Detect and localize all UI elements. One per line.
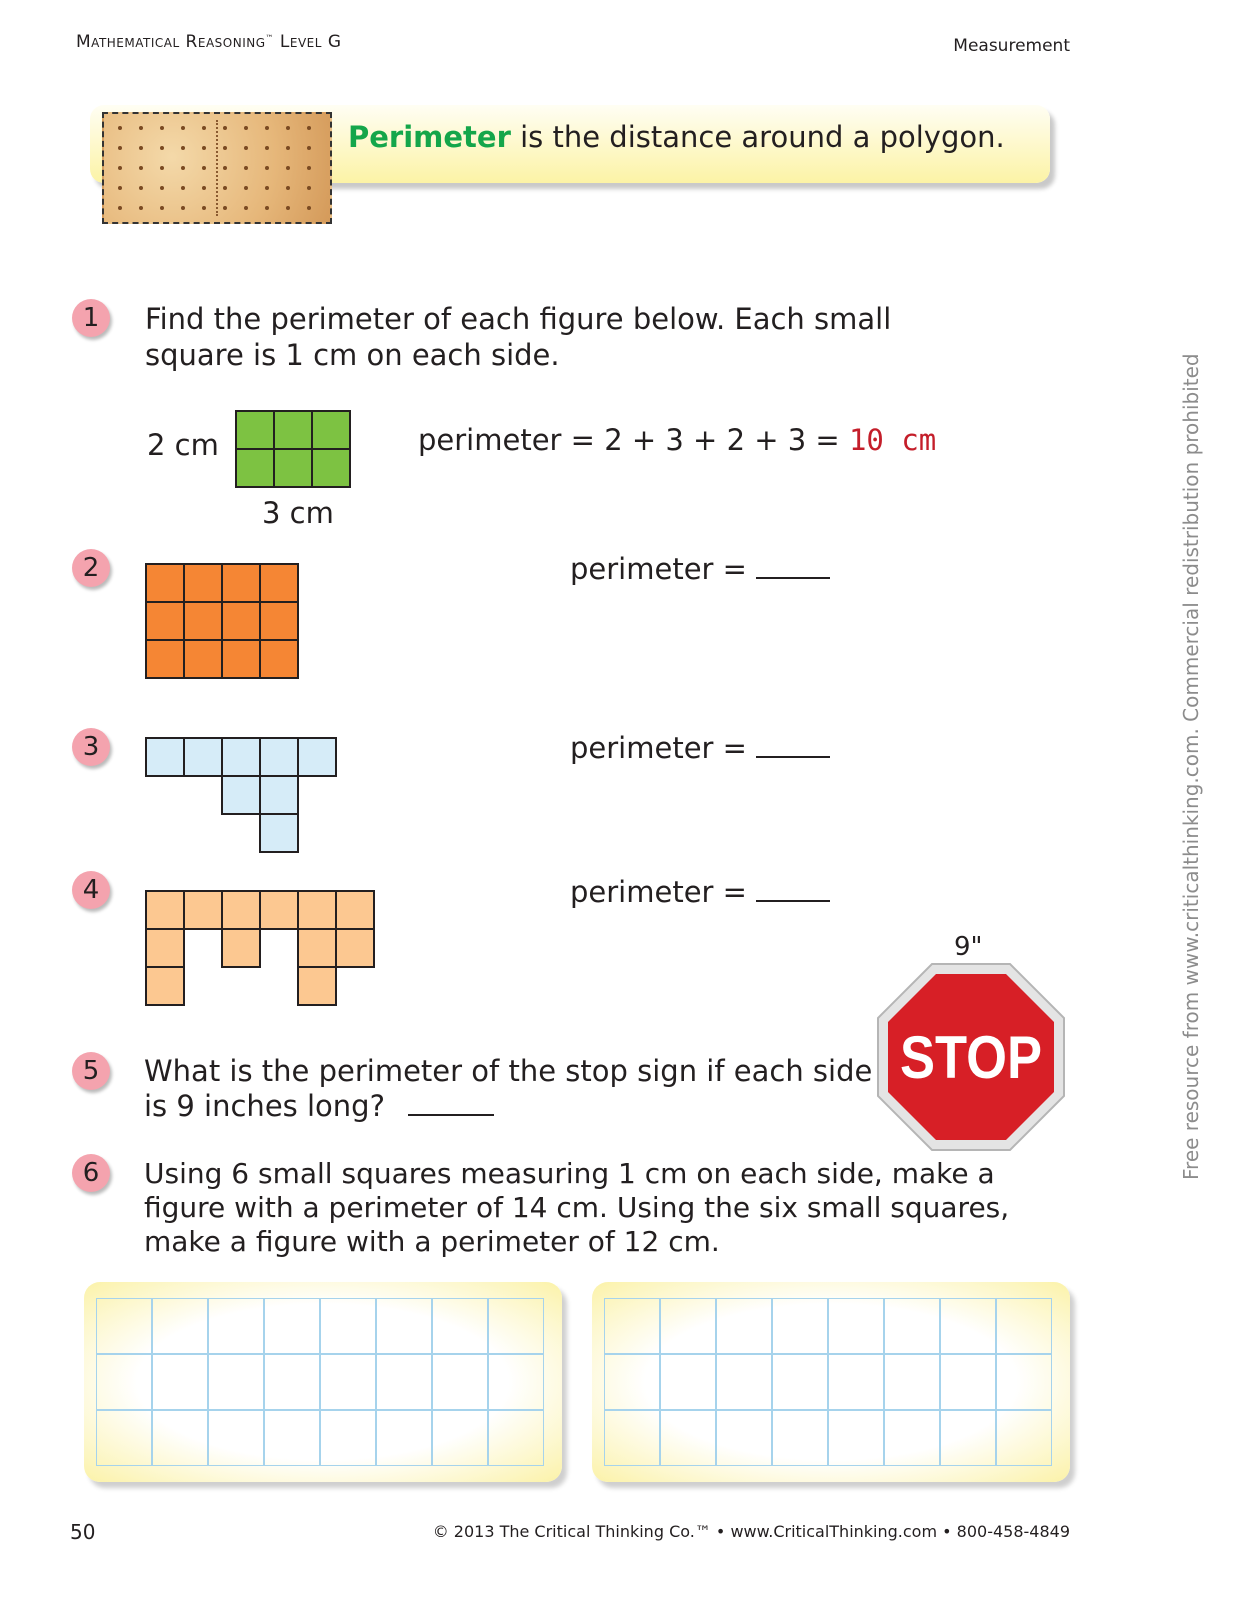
cracker-hole <box>139 146 143 150</box>
cracker-hole <box>265 166 269 170</box>
cracker-hole <box>202 126 206 130</box>
cracker-perforation <box>216 120 218 216</box>
grid-square <box>335 928 375 968</box>
grid-square <box>221 563 261 603</box>
grid-square <box>183 601 223 641</box>
work-grid-cell <box>940 1298 996 1354</box>
grid-square <box>145 639 185 679</box>
work-grid-cell <box>432 1410 488 1466</box>
question-number-4: 4 <box>72 871 110 909</box>
work-grid-cell <box>264 1410 320 1466</box>
work-grid-cell <box>96 1410 152 1466</box>
work-area-left[interactable] <box>84 1282 562 1482</box>
definition-rest: is the distance around a polygon. <box>510 120 1005 154</box>
cracker-hole <box>118 126 122 130</box>
question-5-text: What is the perimeter of the stop sign if each side is 9 inches long? <box>144 1054 873 1123</box>
grid-square <box>183 639 223 679</box>
work-grid-cell <box>660 1410 716 1466</box>
cracker-hole <box>244 186 248 190</box>
grid-square <box>221 775 261 815</box>
cracker-hole <box>223 146 227 150</box>
grid-square <box>145 601 185 641</box>
grid-square <box>145 737 185 777</box>
grid-square <box>221 639 261 679</box>
definition-term: Perimeter <box>348 120 511 154</box>
work-grid-cell <box>660 1354 716 1410</box>
cracker-hole <box>118 186 122 190</box>
question-4-answer: perimeter = <box>570 874 830 909</box>
work-grid-cell <box>828 1354 884 1410</box>
grid-square <box>183 890 223 930</box>
grid-square <box>311 410 351 450</box>
work-grid-cell <box>604 1298 660 1354</box>
cracker-hole <box>223 206 227 210</box>
cracker-hole <box>307 126 311 130</box>
work-grid-cell <box>996 1298 1052 1354</box>
cracker-hole <box>286 186 290 190</box>
work-grid-cell <box>432 1298 488 1354</box>
answer-blank[interactable] <box>408 1088 494 1116</box>
work-grid-cell <box>152 1298 208 1354</box>
example-equation: perimeter = 2 + 3 + 2 + 3 = 10 cm <box>418 423 937 457</box>
cracker-hole <box>307 186 311 190</box>
cracker-hole <box>139 206 143 210</box>
cracker-hole <box>181 126 185 130</box>
cracker-hole <box>265 126 269 130</box>
grid-square <box>221 928 261 968</box>
cracker-hole <box>160 186 164 190</box>
grid-square <box>183 737 223 777</box>
grid-square <box>297 890 337 930</box>
cracker-hole <box>223 126 227 130</box>
cracker-hole <box>265 146 269 150</box>
work-grid-cell <box>264 1298 320 1354</box>
side-note: Free resource from www.criticalthinking.com. Commercial redistribution prohibited <box>1179 353 1203 1180</box>
work-grid-cell <box>884 1298 940 1354</box>
cracker-image <box>102 112 332 224</box>
work-grid-cell <box>208 1354 264 1410</box>
cracker-hole <box>223 186 227 190</box>
stop-sign <box>876 962 1066 1152</box>
grid-square <box>145 890 185 930</box>
work-grid-cell <box>772 1298 828 1354</box>
question-3-answer: perimeter = <box>570 730 830 765</box>
work-grid-cell <box>772 1354 828 1410</box>
work-area-right[interactable] <box>592 1282 1070 1482</box>
question-1-text: Find the perimeter of each figure below. Each small square is 1 cm on each side. <box>145 302 892 372</box>
cracker-hole <box>286 126 290 130</box>
cracker-hole <box>286 146 290 150</box>
work-grid-cell <box>376 1298 432 1354</box>
stop-sign-side-label: 9" <box>954 932 983 962</box>
work-grid-cell <box>376 1354 432 1410</box>
cracker-hole <box>118 166 122 170</box>
work-grid-cell <box>996 1410 1052 1466</box>
work-grid-cell <box>488 1298 544 1354</box>
cracker-hole <box>181 186 185 190</box>
grid-square <box>221 601 261 641</box>
grid-square <box>221 737 261 777</box>
grid-square <box>145 563 185 603</box>
grid-square <box>235 410 275 450</box>
series-title: Mathematical Reasoning™ Level G <box>76 32 342 52</box>
example-answer: 10 cm <box>848 423 937 457</box>
question-number-2: 2 <box>72 549 110 587</box>
copyright: © 2013 The Critical Thinking Co.™ • www.CriticalThinking.com • 800-458-4849 <box>432 1522 1070 1541</box>
grid-square <box>259 813 299 853</box>
cracker-hole <box>265 206 269 210</box>
work-grid-cell <box>996 1354 1052 1410</box>
grid-square <box>221 890 261 930</box>
cracker-hole <box>181 166 185 170</box>
cracker-hole <box>244 166 248 170</box>
cracker-hole <box>160 146 164 150</box>
question-number-6: 6 <box>72 1154 110 1192</box>
work-grid-cell <box>320 1298 376 1354</box>
grid-square <box>273 448 313 488</box>
cracker-hole <box>307 166 311 170</box>
grid-square <box>335 890 375 930</box>
page-number: 50 <box>70 1520 96 1544</box>
work-grid-cell <box>716 1298 772 1354</box>
cracker-hole <box>118 146 122 150</box>
cracker-hole <box>160 166 164 170</box>
work-grid-cell <box>432 1354 488 1410</box>
cracker-hole <box>160 126 164 130</box>
grid-square <box>297 737 337 777</box>
question-number-5: 5 <box>72 1052 110 1090</box>
question-2-answer: perimeter = <box>570 551 830 586</box>
cracker-hole <box>244 206 248 210</box>
cracker-hole <box>160 206 164 210</box>
grid-square <box>145 966 185 1006</box>
work-grid-cell <box>96 1298 152 1354</box>
work-grid-cell <box>488 1354 544 1410</box>
cracker-hole <box>181 206 185 210</box>
cracker-hole <box>244 126 248 130</box>
definition-text <box>348 120 1005 154</box>
cracker-hole <box>181 146 185 150</box>
grid-square <box>259 601 299 641</box>
cracker-hole <box>286 206 290 210</box>
grid-square <box>145 928 185 968</box>
cracker-hole <box>223 166 227 170</box>
stop-sign-text: STOP <box>900 1024 1042 1091</box>
section-title: Measurement <box>953 36 1070 56</box>
work-grid-cell <box>940 1410 996 1466</box>
cracker-hole <box>202 186 206 190</box>
question-number-3: 3 <box>72 728 110 766</box>
work-grid-cell <box>152 1410 208 1466</box>
cracker-hole <box>265 186 269 190</box>
cracker-hole <box>307 146 311 150</box>
answer-blank[interactable] <box>756 874 830 902</box>
grid-square <box>297 966 337 1006</box>
cracker-hole <box>244 146 248 150</box>
grid-square <box>183 563 223 603</box>
cracker-hole <box>139 186 143 190</box>
example-height-label: 2 cm <box>147 428 219 462</box>
work-grid-cell <box>320 1410 376 1466</box>
example-width-label: 3 cm <box>262 496 334 530</box>
work-grid-cell <box>208 1410 264 1466</box>
answer-blank[interactable] <box>756 730 830 758</box>
grid-square <box>259 890 299 930</box>
work-grid-cell <box>320 1354 376 1410</box>
answer-blank[interactable] <box>756 551 830 579</box>
grid-square <box>259 639 299 679</box>
grid-square <box>297 928 337 968</box>
work-grid-cell <box>96 1354 152 1410</box>
grid-square <box>235 448 275 488</box>
work-grid-cell <box>940 1354 996 1410</box>
work-grid-cell <box>884 1354 940 1410</box>
work-grid-cell <box>828 1410 884 1466</box>
cracker-hole <box>202 146 206 150</box>
work-grid-cell <box>376 1410 432 1466</box>
work-grid-cell <box>884 1410 940 1466</box>
work-grid-cell <box>660 1298 716 1354</box>
cracker-hole <box>202 206 206 210</box>
cracker-hole <box>118 206 122 210</box>
work-grid-cell <box>604 1354 660 1410</box>
grid-square <box>259 737 299 777</box>
work-grid-cell <box>264 1354 320 1410</box>
work-grid-cell <box>208 1298 264 1354</box>
work-grid-cell <box>772 1410 828 1466</box>
cracker-hole <box>307 206 311 210</box>
work-grid-cell <box>716 1354 772 1410</box>
work-grid-cell <box>152 1354 208 1410</box>
cracker-hole <box>139 166 143 170</box>
grid-square <box>259 775 299 815</box>
grid-square <box>311 448 351 488</box>
cracker-hole <box>202 166 206 170</box>
work-grid-cell <box>828 1298 884 1354</box>
work-grid-cell <box>604 1410 660 1466</box>
cracker-hole <box>139 126 143 130</box>
cracker-hole <box>286 166 290 170</box>
grid-square <box>259 563 299 603</box>
grid-square <box>273 410 313 450</box>
question-number-1: 1 <box>72 299 110 337</box>
work-grid-cell <box>716 1410 772 1466</box>
work-grid-cell <box>488 1410 544 1466</box>
question-6-text: Using 6 small squares measuring 1 cm on each side, make a figure with a perimeter of 14 cm. Using the six small squares, make a figure with a perimeter of 12 cm. <box>144 1157 1010 1258</box>
